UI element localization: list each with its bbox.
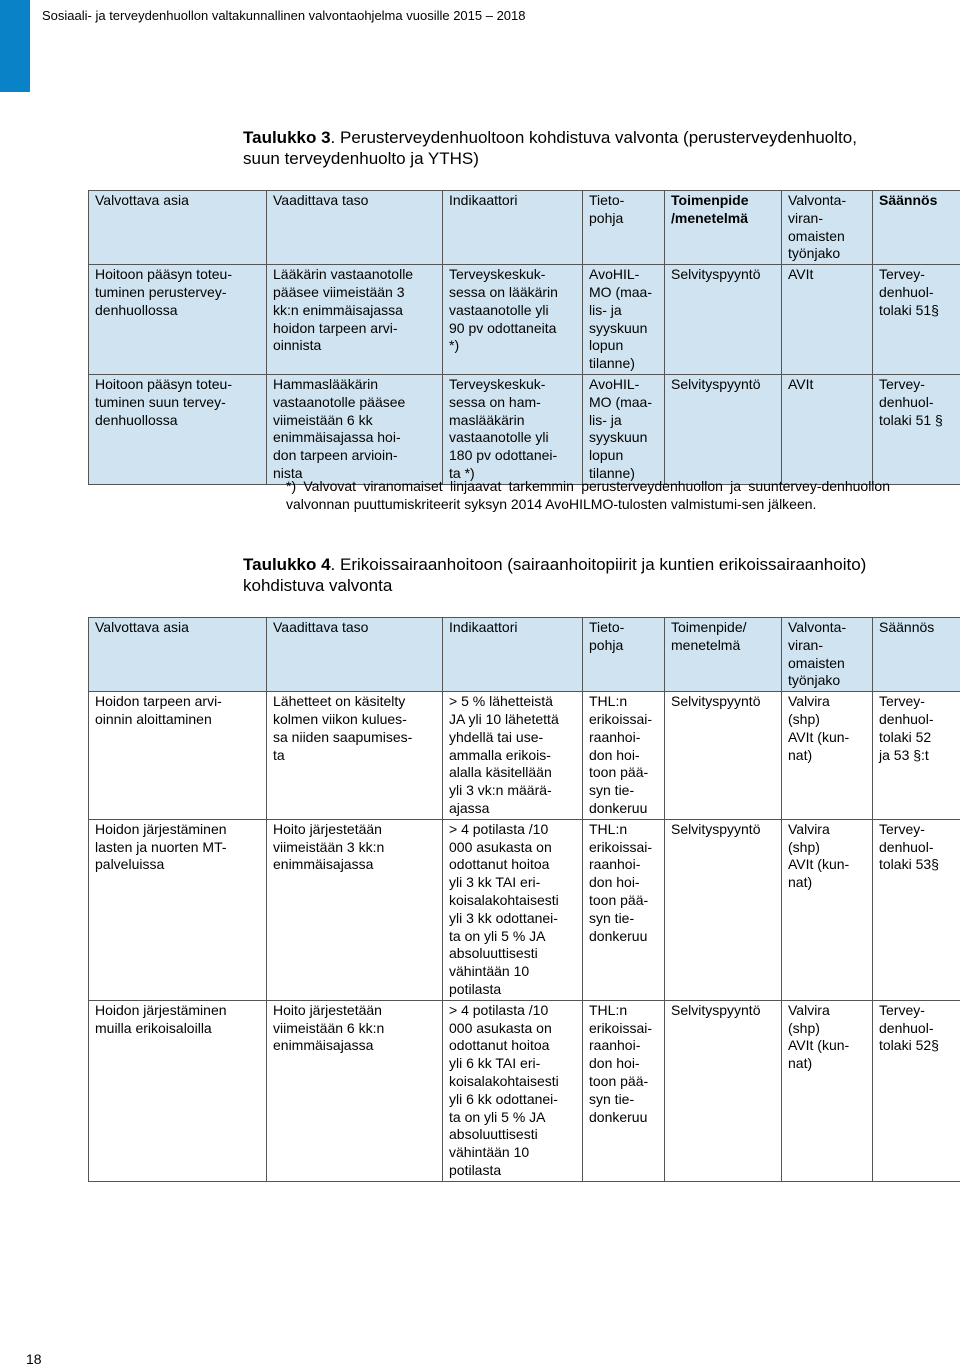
table4-col-header: Valvottava asia bbox=[89, 618, 267, 692]
table-cell: Tervey- denhuol- tolaki 51§ bbox=[873, 265, 960, 375]
table3-col-header: Säännös bbox=[873, 191, 960, 265]
table-cell: > 4 potilasta /10 000 asukasta on odottanut hoitoa yli 6 kk TAI eri- koisalakohtaisesti yli 6 kk odottanei- ta on yli 5 % JA absoluuttisesti vähintään 10 potilasta bbox=[443, 1000, 583, 1181]
table-cell: AVIt bbox=[782, 265, 873, 375]
table-row bbox=[89, 374, 960, 484]
table4-caption-text: . Erikoissairaanhoitoon (sairaanhoitopiirit ja kuntien erikoissairaanhoito) kohdistuva valvonta bbox=[243, 555, 867, 595]
header-accent-bar bbox=[0, 0, 30, 92]
table4 bbox=[88, 617, 960, 1182]
table4-col-header: Vaadittava taso bbox=[267, 618, 443, 692]
table-cell: Hoito järjestetään viimeistään 6 kk:n enimmäisajassa bbox=[267, 1000, 443, 1181]
table-cell: Hammaslääkärin vastaanotolle pääsee viimeistään 6 kk enimmäisajassa hoi- don tarpeen arvioin- nista bbox=[267, 374, 443, 484]
table4-caption-label: Taulukko 4 bbox=[243, 555, 331, 574]
table-cell: Tervey- denhuol- tolaki 52 ja 53 §:t bbox=[873, 692, 960, 820]
table-cell: > 5 % lähetteistä JA yli 10 lähetettä yhdellä tai use- ammalla erikois- alalla käsitellään yli 3 vk:n määrä- ajassa bbox=[443, 692, 583, 820]
table-cell: THL:n erikoissai- raanhoi- don hoi- toon pää- syn tie- donkeruu bbox=[583, 1000, 665, 1181]
table3-header-row bbox=[89, 191, 960, 265]
table-cell: Terveyskeskuk- sessa on lääkärin vastaanotolle yli 90 pv odottaneita *) bbox=[443, 265, 583, 375]
table3-col-header: Vaadittava taso bbox=[267, 191, 443, 265]
page-number: 18 bbox=[26, 1351, 42, 1367]
table-cell: AvoHIL- MO (maa- lis- ja syyskuun lopun tilanne) bbox=[583, 374, 665, 484]
table4-col-header: Valvonta- viran- omaisten työnjako bbox=[782, 618, 873, 692]
table-cell: Hoitoon pääsyn toteu- tuminen perustervey- denhuollossa bbox=[89, 265, 267, 375]
table-cell: THL:n erikoissai- raanhoi- don hoi- toon pää- syn tie- donkeruu bbox=[583, 819, 665, 1000]
table-cell: Hoitoon pääsyn toteu- tuminen suun tervey- denhuollossa bbox=[89, 374, 267, 484]
table-cell: Valvira (shp) AVIt (kun- nat) bbox=[782, 692, 873, 820]
table-cell: Selvityspyyntö bbox=[665, 1000, 782, 1181]
table-cell: Tervey- denhuol- tolaki 53§ bbox=[873, 819, 960, 1000]
table3 bbox=[88, 190, 960, 485]
table-cell: > 4 potilasta /10 000 asukasta on odottanut hoitoa yli 3 kk TAI eri- koisalakohtaisesti yli 3 kk odottanei- ta on yli 5 % JA absoluuttisesti vähintään 10 potilasta bbox=[443, 819, 583, 1000]
table-cell: AvoHIL- MO (maa- lis- ja syyskuun lopun tilanne) bbox=[583, 265, 665, 375]
table-cell: Lääkärin vastaanotolle pääsee viimeistään 3 kk:n enimmäisajassa hoidon tarpeen arvi- oinnista bbox=[267, 265, 443, 375]
table3-caption-label: Taulukko 3 bbox=[243, 128, 331, 147]
table-row bbox=[89, 1000, 960, 1181]
running-header: Sosiaali- ja terveydenhuollon valtakunnallinen valvontaohjelma vuosille 2015 – 2018 bbox=[42, 8, 526, 23]
table-cell: THL:n erikoissai- raanhoi- don hoi- toon pää- syn tie- donkeruu bbox=[583, 692, 665, 820]
table-cell: Hoito järjestetään viimeistään 3 kk:n enimmäisajassa bbox=[267, 819, 443, 1000]
table-cell: Valvira (shp) AVIt (kun- nat) bbox=[782, 819, 873, 1000]
table-cell: Lähetteet on käsitelty kolmen viikon kulues- sa niiden saapumises- ta bbox=[267, 692, 443, 820]
table4-col-header: Toimenpide/ menetelmä bbox=[665, 618, 782, 692]
table4-col-header: Indikaattori bbox=[443, 618, 583, 692]
table-cell: Tervey- denhuol- tolaki 52§ bbox=[873, 1000, 960, 1181]
table-cell: Hoidon järjestäminen muilla erikoisaloilla bbox=[89, 1000, 267, 1181]
table3-col-header: Indikaattori bbox=[443, 191, 583, 265]
table-cell: Hoidon tarpeen arvi- oinnin aloittaminen bbox=[89, 692, 267, 820]
table3-caption bbox=[243, 127, 883, 169]
table-cell: Tervey- denhuol- tolaki 51 § bbox=[873, 374, 960, 484]
table-cell: Selvityspyyntö bbox=[665, 374, 782, 484]
table3-col-header: Toimenpide /menetelmä bbox=[665, 191, 782, 265]
table3-caption-text: . Perusterveydenhuoltoon kohdistuva valvonta (perusterveydenhuolto, suun terveydenhuolto ja YTHS) bbox=[243, 128, 857, 168]
table3-col-header: Tieto- pohja bbox=[583, 191, 665, 265]
table4-header-row bbox=[89, 618, 960, 692]
table-row bbox=[89, 819, 960, 1000]
table-cell: Selvityspyyntö bbox=[665, 819, 782, 1000]
table3-col-header: Valvonta- viran- omaisten työnjako bbox=[782, 191, 873, 265]
table-cell: Hoidon järjestäminen lasten ja nuorten MT- palveluissa bbox=[89, 819, 267, 1000]
table4-col-header: Säännös bbox=[873, 618, 960, 692]
table3-col-header: Valvottava asia bbox=[89, 191, 267, 265]
table-cell: Valvira (shp) AVIt (kun- nat) bbox=[782, 1000, 873, 1181]
table4-col-header: Tieto- pohja bbox=[583, 618, 665, 692]
table-cell: AVIt bbox=[782, 374, 873, 484]
table-cell: Selvityspyyntö bbox=[665, 692, 782, 820]
table-cell: Selvityspyyntö bbox=[665, 265, 782, 375]
table-cell: Terveyskeskuk- sessa on ham- maslääkärin vastaanotolle yli 180 pv odottanei- ta *) bbox=[443, 374, 583, 484]
table-row bbox=[89, 692, 960, 820]
table4-caption bbox=[243, 554, 883, 596]
table-row bbox=[89, 265, 960, 375]
table3-footnote: *) Valvovat viranomaiset linjaavat tarkemmin perusterveydenhuollon ja suuntervey-denhuollon valvonnan puuttumiskriteerit syksyn 2014 AvoHILMO-tulosten valmistumi-sen jälkeen. bbox=[286, 478, 890, 512]
